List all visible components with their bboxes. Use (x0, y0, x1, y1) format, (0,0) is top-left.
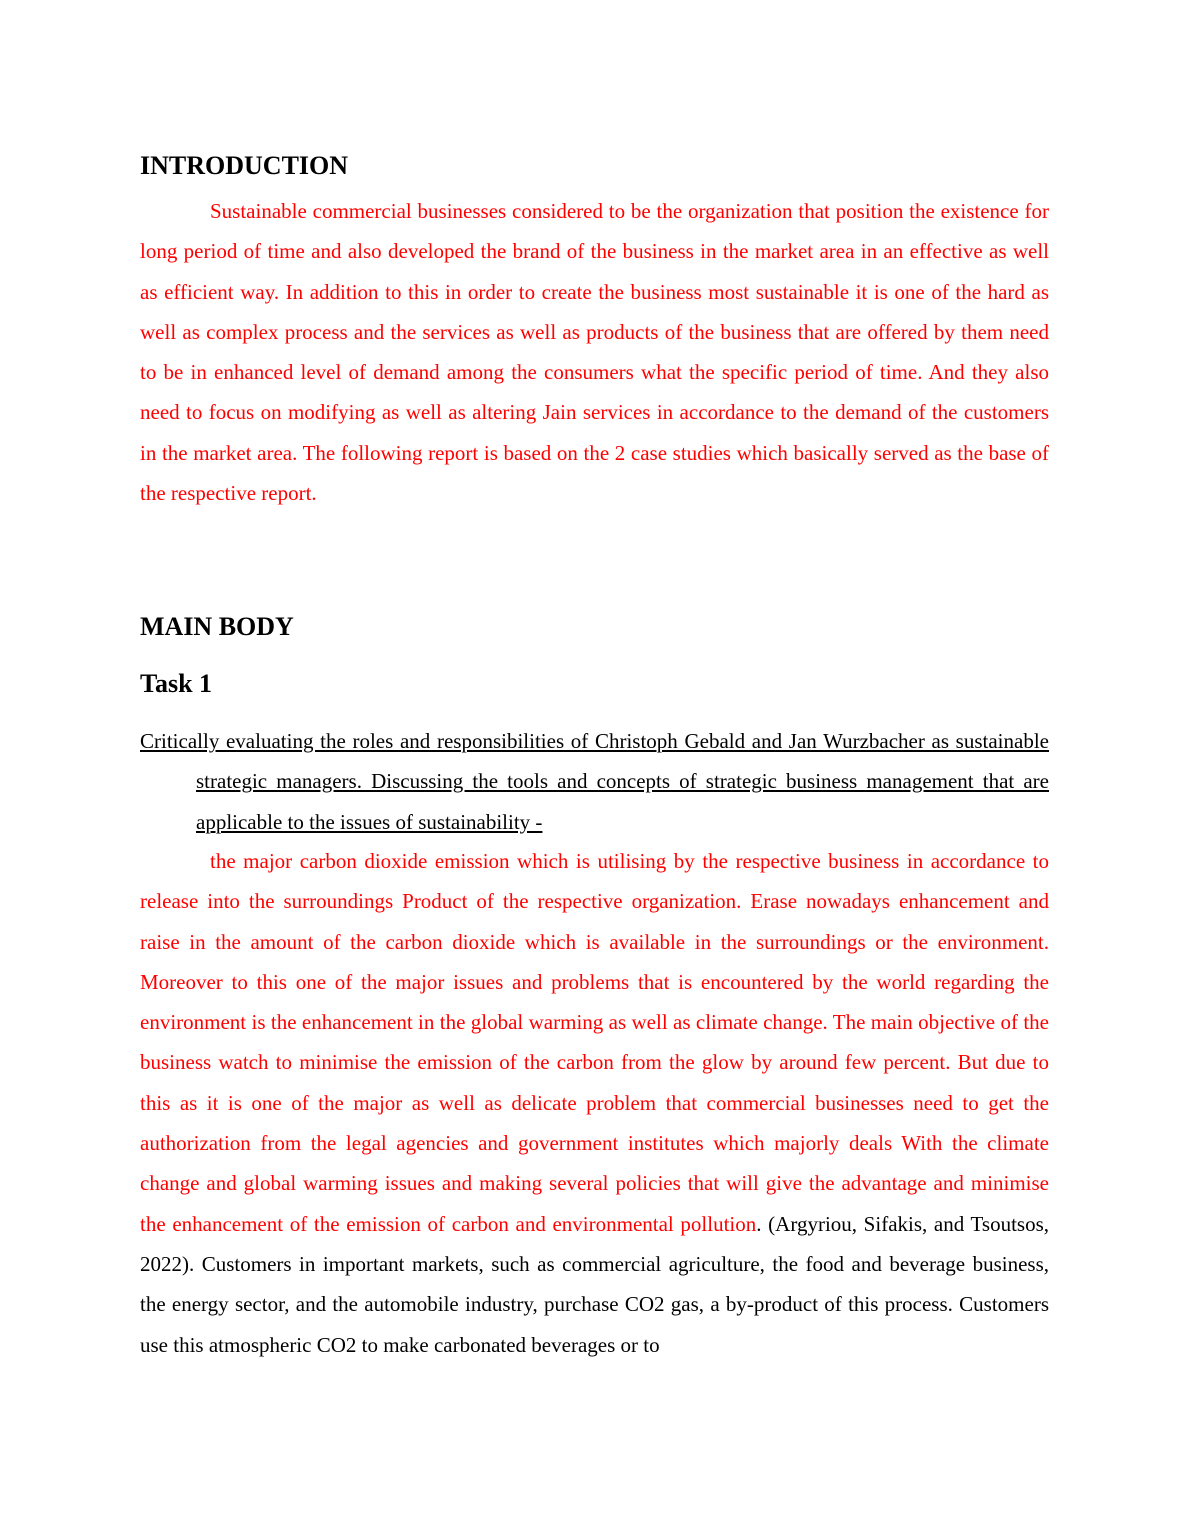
introduction-heading: INTRODUCTION (140, 151, 349, 180)
main-body-red-text: the major carbon dioxide emission which is utilising by the respective business in accordance to release into the surroundings Product of the respective organization. Erase nowadays enhancement and raise in the amount of the carbon dioxide which is available in the surroundings or the environment. Moreover to this one of the major issues and problems that is encountered by the world regarding the environment is the enhancement in the global warming as well as climate change. The main objective of the business watch to minimise the emission of the carbon from the glow by around few percent. But due to this as it is one of the major as well as delicate problem that commercial businesses need to get the authorization from the legal agencies and government institutes which majorly deals With the climate change and global warming issues and making several policies that will give the advantage and minimise the enhancement of the emission of carbon and environmental pollution (140, 849, 1049, 1236)
task-title: Critically evaluating the roles and responsibilities of Christoph Gebald and Jan Wurzbacher as sustainable strategic managers. Discussing the tools and concepts of strategic business management that are applicable to the issues of sustainability - (140, 729, 1049, 834)
main-body-heading: MAIN BODY (140, 612, 294, 641)
main-body-black-text: . (Argyriou, Sifakis, and Tsoutsos, 2022). Customers in important markets, such as commercial agriculture, the food and beverage business, the energy sector, and the automobile industry, purchase CO2 gas, a by-product of this process. Customers use this atmospheric CO2 to make carbonated beverages or to (140, 1211, 1049, 1357)
main-body-paragraph (140, 841, 1049, 1365)
task-heading: Task 1 (140, 669, 213, 698)
introduction-paragraph: Sustainable commercial businesses considered to be the organization that position the existence for long period of time and also developed the brand of the business in the market area in an effective as well as efficient way. In addition to this in order to create the business most sustainable it is one of the hard as well as complex process and the services as well as products of the business that are offered by them need to be in enhanced level of demand among the consumers what the specific period of time. And they also need to focus on modifying as well as altering Jain services in accordance to the demand of the customers in the market area. The following report is based on the 2 case studies which basically served as the base of the respective report. (140, 199, 1049, 506)
